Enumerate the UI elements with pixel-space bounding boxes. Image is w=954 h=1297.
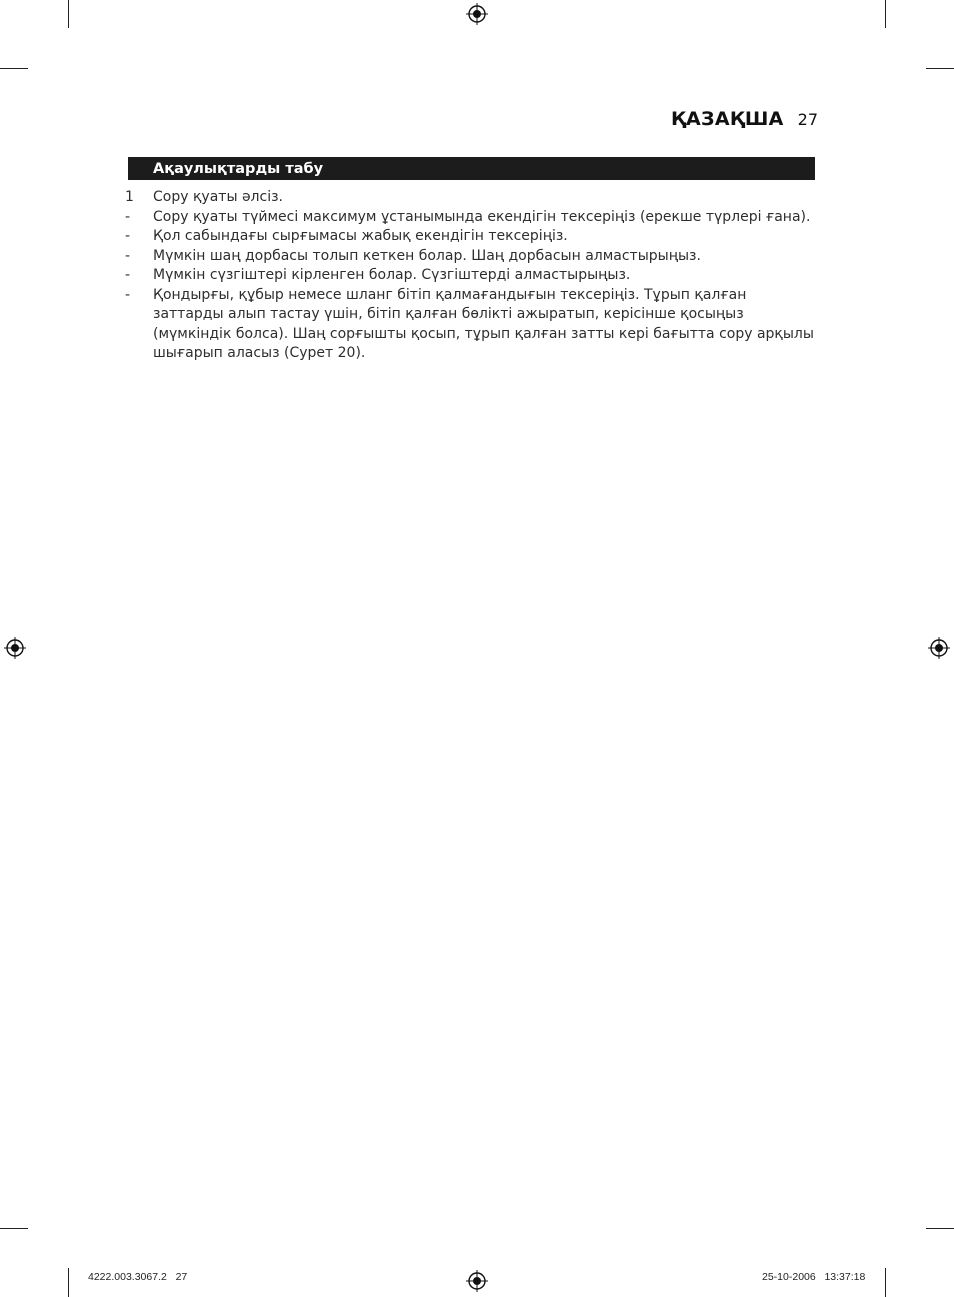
crop-mark bbox=[926, 68, 954, 69]
troubleshooting-list bbox=[124, 188, 820, 364]
list-item bbox=[124, 208, 820, 228]
crop-mark bbox=[0, 68, 28, 69]
footer-timestamp: 25-10-2006 13:37:18 bbox=[762, 1271, 866, 1283]
list-marker: - bbox=[125, 208, 131, 225]
list-marker: - bbox=[125, 286, 131, 303]
list-item-text: Сору қуаты түймесі максимум ұстанымында екендігін тексеріңіз (ерекше түрлері ғана). bbox=[153, 208, 811, 225]
crop-mark bbox=[68, 1268, 69, 1297]
list-item bbox=[124, 188, 820, 208]
list-item bbox=[124, 227, 820, 247]
footer-document-code: 4222.003.3067.2 27 bbox=[88, 1271, 188, 1283]
list-marker: 1 bbox=[125, 189, 134, 205]
list-item bbox=[124, 247, 820, 267]
section-title: Ақаулықтарды табу bbox=[153, 160, 324, 177]
language-title: ҚАЗАҚША bbox=[671, 108, 784, 130]
crop-mark bbox=[68, 0, 69, 28]
registration-mark-icon bbox=[466, 1270, 488, 1292]
list-item-text: Мүмкін шаң дорбасы толып кеткен болар. Шаң дорбасын алмастырыңыз. bbox=[153, 247, 701, 264]
list-item-text: Қол сабындағы сырғымасы жабық екендігін тексеріңіз. bbox=[153, 228, 568, 244]
list-item-text: Қондырғы, құбыр немесе шланг бітіп қалмағандығын тексеріңіз. Тұрып қалған заттарды алып тастау үшін, бітіп қалған бөлікті ажыратып, керісінше қосыңыз (мүмкіндік болса). Шаң сорғышты қосып, тұрып қалған затты кері бағытта сору арқылы шығарып аласыз (Сурет 20). bbox=[153, 286, 814, 361]
list-marker: - bbox=[125, 267, 131, 283]
list-marker: - bbox=[125, 228, 131, 244]
list-item bbox=[124, 286, 820, 364]
section-heading-bar bbox=[128, 157, 815, 180]
list-item-text: Мүмкін сүзгіштері кірленген болар. Сүзгіштерді алмастырыңыз. bbox=[153, 267, 631, 283]
registration-mark-icon bbox=[4, 637, 26, 659]
list-item-text: Сору қуаты әлсіз. bbox=[153, 189, 283, 205]
page-number: 27 bbox=[797, 110, 818, 129]
crop-mark bbox=[885, 0, 886, 28]
crop-mark bbox=[885, 1268, 886, 1297]
registration-mark-icon bbox=[466, 3, 488, 25]
list-marker: - bbox=[125, 247, 131, 264]
crop-mark bbox=[0, 1228, 28, 1229]
page-header bbox=[671, 108, 818, 130]
crop-mark bbox=[926, 1228, 954, 1229]
registration-mark-icon bbox=[928, 637, 950, 659]
list-item bbox=[124, 266, 820, 286]
